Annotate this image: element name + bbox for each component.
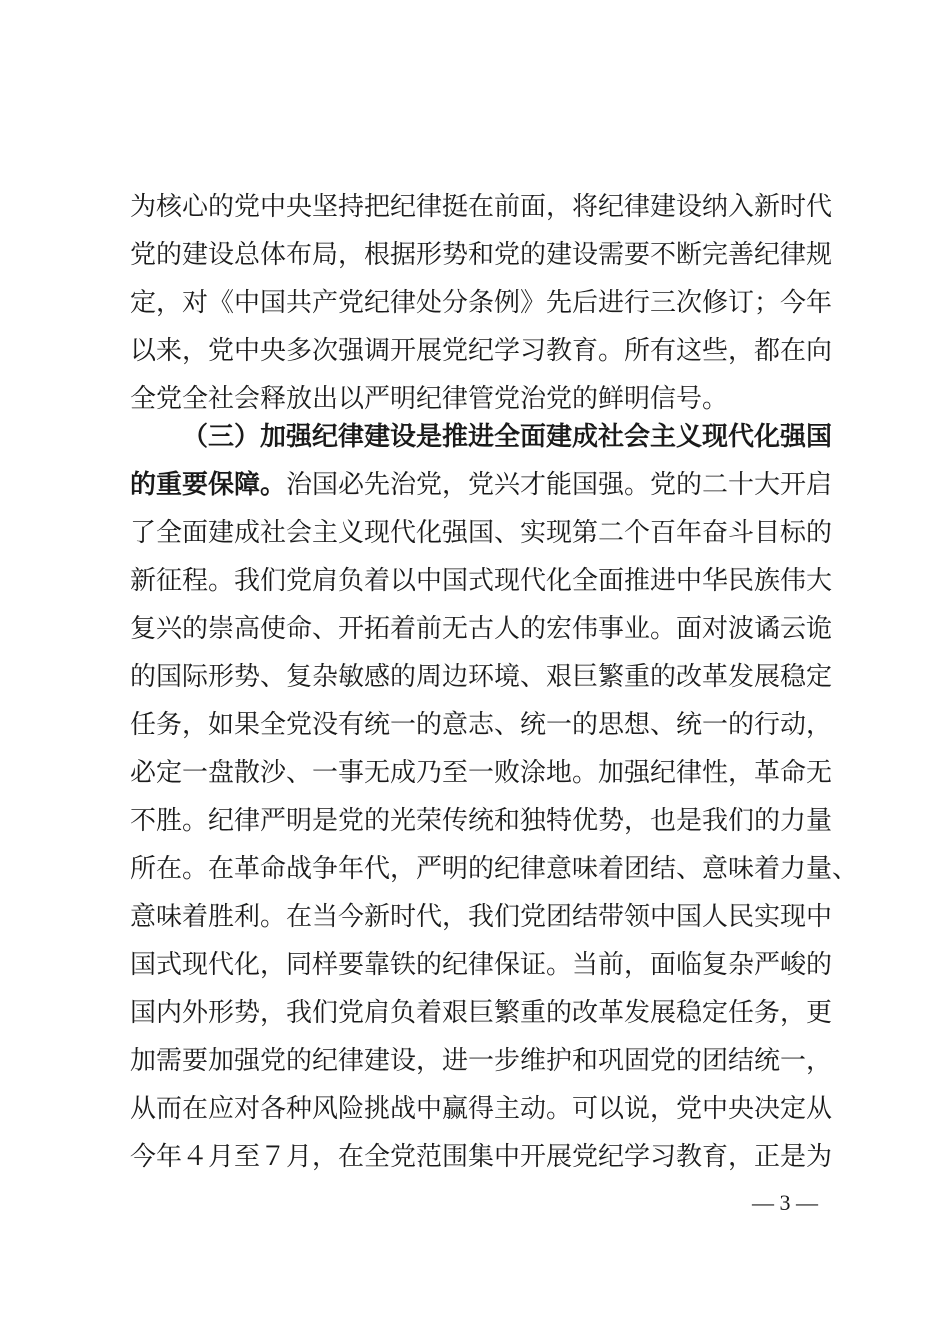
text-line: 新征程。我们党肩负着以中国式现代化全面推进中华民族伟大	[130, 566, 833, 596]
text-line: 以来，党中央多次强调开展党纪学习教育。所有这些，都在向	[130, 336, 833, 366]
text-line: 从而在应对各种风险挑战中赢得主动。可以说，党中央决定从	[130, 1094, 833, 1124]
paragraph-1	[130, 183, 833, 423]
text-line: 今年４月至７月，在全党范围集中开展党纪学习教育，正是为	[130, 1142, 833, 1172]
text-line: 全党全社会释放出以严明纪律管党治党的鲜明信号。	[130, 384, 729, 414]
page-number: — 3 —	[752, 1190, 818, 1215]
text-line: 定，对《中国共产党纪律处分条例》先后进行三次修订；今年	[130, 288, 833, 318]
text-line: 所在。在革命战争年代，严明的纪律意味着团结、意味着力量、	[130, 854, 859, 884]
text-line: 党的建设总体布局，根据形势和党的建设需要不断完善纪律规	[130, 240, 833, 270]
text-line: 国式现代化，同样要靠铁的纪律保证。当前，面临复杂严峻的	[130, 950, 833, 980]
text-line: 国内外形势，我们党肩负着艰巨繁重的改革发展稳定任务，更	[130, 998, 833, 1028]
section-heading: （三）加强纪律建设是推进全面建成社会主义现代化强国	[182, 422, 833, 452]
paragraph-2	[130, 413, 859, 1181]
text-line-rest: 治国必先治党，党兴才能国强。党的二十大开启	[286, 470, 833, 500]
text-line: 任务，如果全党没有统一的意志、统一的思想、统一的行动，	[130, 710, 833, 740]
text-line	[130, 461, 833, 509]
text-line: 为核心的党中央坚持把纪律挺在前面，将纪律建设纳入新时代	[130, 192, 833, 222]
text-line: 意味着胜利。在当今新时代，我们党团结带领中国人民实现中	[130, 902, 833, 932]
text-line: 加需要加强党的纪律建设，进一步维护和巩固党的团结统一，	[130, 1046, 833, 1076]
text-line: 的国际形势、复杂敏感的周边环境、艰巨繁重的改革发展稳定	[130, 662, 833, 692]
text-line: 复兴的崇高使命、开拓着前无古人的宏伟事业。面对波谲云诡	[130, 614, 833, 644]
text-line: 了全面建成社会主义现代化强国、实现第二个百年奋斗目标的	[130, 518, 833, 548]
section-heading-end: 的重要保障。	[130, 470, 287, 500]
text-line: 必定一盘散沙、一事无成乃至一败涂地。加强纪律性，革命无	[130, 758, 833, 788]
text-line: 不胜。纪律严明是党的光荣传统和独特优势，也是我们的力量	[130, 806, 833, 836]
